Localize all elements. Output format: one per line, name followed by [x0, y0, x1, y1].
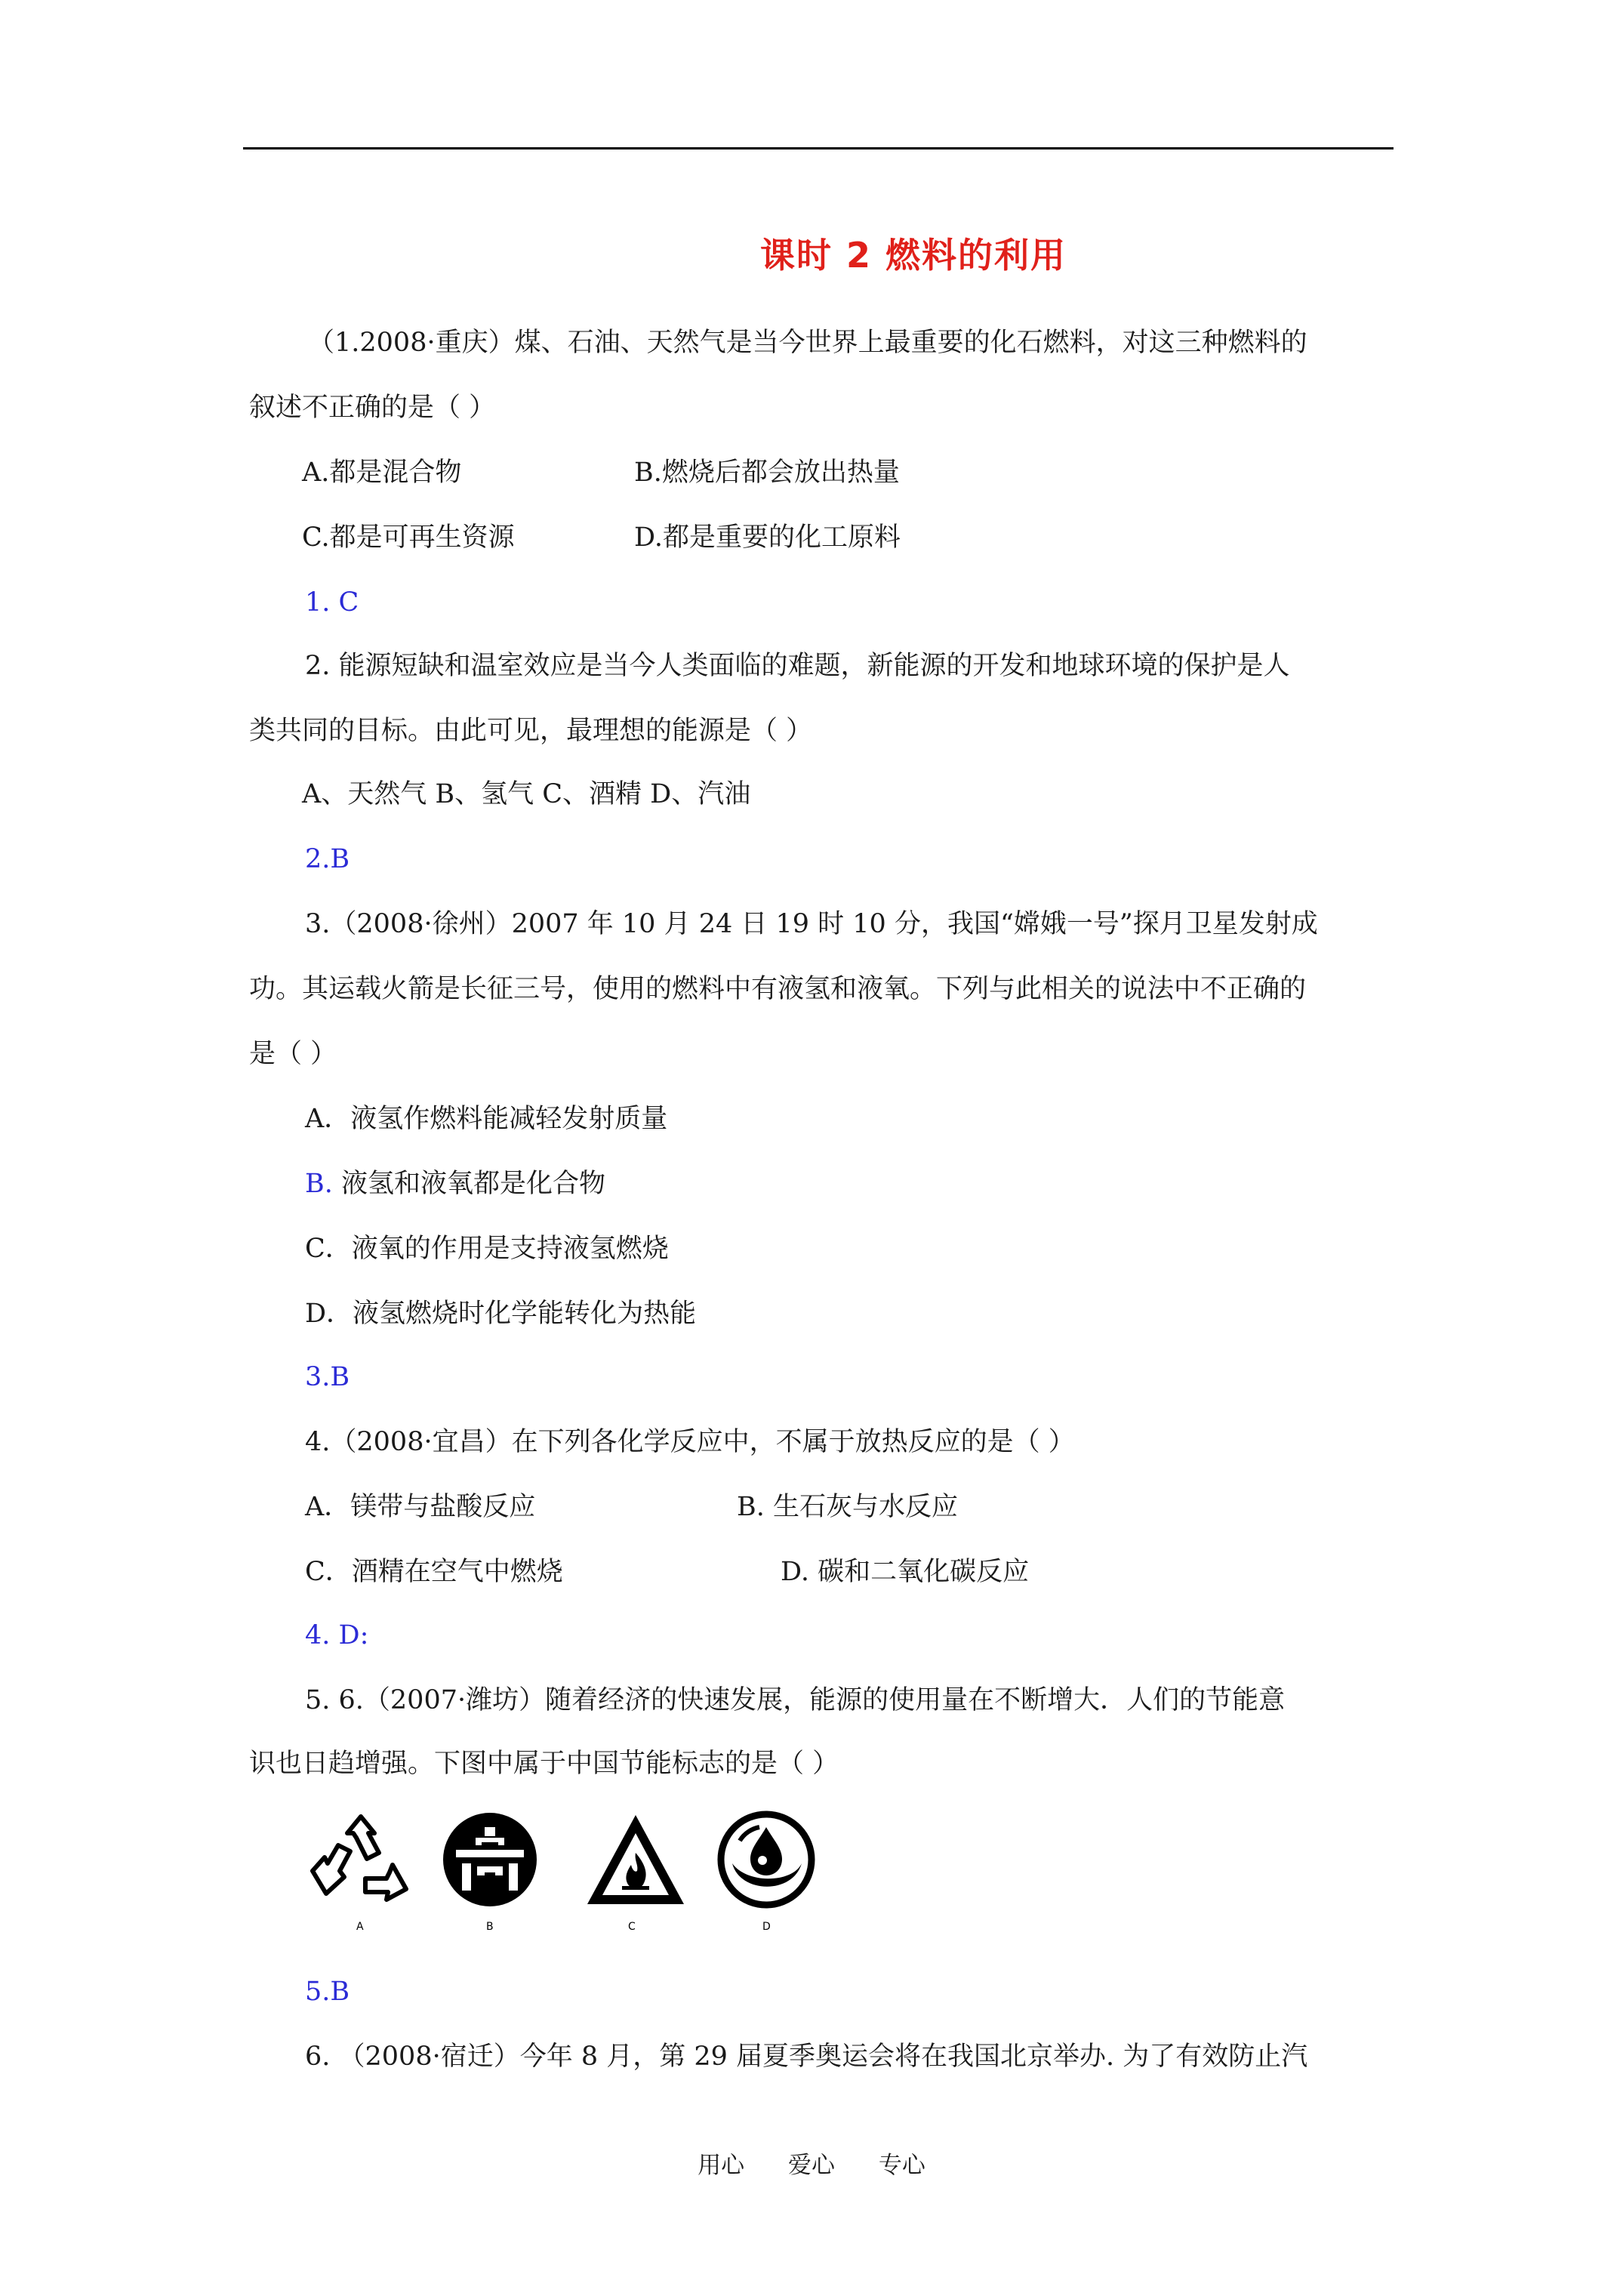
q1-option-a: A.都是混合物 [302, 458, 462, 488]
water-saving-icon [717, 1811, 815, 1909]
flammable-warning-icon [584, 1811, 687, 1909]
q2-stem-line2: 类共同的目标。由此可见，最理想的能源是（ ） [249, 716, 813, 746]
recycle-icon [308, 1811, 414, 1916]
page-title: 课时 2 燃料的利用 [759, 235, 1067, 276]
q5-answer: 5.B [305, 1977, 350, 2007]
figure-caption-d: D [762, 1921, 771, 1933]
q6-stem-line1: 6. （2008·宿迁）今年 8 月，第 29 届夏季奥运会将在我国北京举办. 为了有效防止汽 [305, 2042, 1308, 2072]
footer-item: 专心 [878, 2152, 925, 2179]
q3-option-b-letter: B. [305, 1169, 333, 1199]
footer-item: 用心 [698, 2152, 745, 2179]
q2-answer: 2.B [305, 844, 350, 874]
figure-caption-c: C [628, 1921, 636, 1933]
energy-logo-figure [308, 1811, 821, 1946]
q1-stem-line1: （1.2008·重庆）煤、石油、天然气是当今世界上最重要的化石燃料，对这三种燃料的 [308, 328, 1307, 358]
figure-caption-b: B [486, 1921, 494, 1933]
q4-option-b: B. 生石灰与水反应 [737, 1492, 958, 1522]
header-rule [243, 147, 1394, 149]
q1-answer: 1. C [305, 587, 359, 618]
footer-item: 爱心 [788, 2152, 835, 2179]
energy-saving-mark-icon [441, 1811, 539, 1909]
q1-stem-line2: 叙述不正确的是（ ） [249, 393, 496, 423]
q4-stem-line1: 4.（2008·宜昌）在下列各化学反应中，不属于放热反应的是（ ） [305, 1427, 1075, 1457]
q1-option-c: C.都是可再生资源 [302, 522, 515, 553]
q3-stem-line2: 功。其运载火箭是长征三号，使用的燃料中有液氢和液氧。下列与此相关的说法中不正确的 [249, 974, 1307, 1004]
q3-option-c: C．液氧的作用是支持液氢燃烧 [305, 1234, 669, 1264]
q5-stem-line2: 识也日趋增强。下图中属于中国节能标志的是（ ） [249, 1749, 839, 1779]
q3-option-b [305, 1167, 605, 1200]
q4-option-c: C．酒精在空气中燃烧 [305, 1557, 563, 1587]
q4-answer: 4. D: [305, 1620, 369, 1650]
q3-option-b-text: 液氢和液氧都是化合物 [332, 1169, 605, 1199]
q3-stem-line1: 3.（2008·徐州）2007 年 10 月 24 日 19 时 10 分，我国“嫦娥一号”探月卫星发射成 [305, 909, 1318, 939]
q4-option-a: A．镁带与盐酸反应 [305, 1492, 536, 1522]
figure-caption-a: A [356, 1921, 364, 1933]
q3-option-d: D．液氢燃烧时化学能转化为热能 [305, 1299, 697, 1329]
q1-option-d: D.都是重要的化工原料 [634, 522, 901, 553]
q1-option-b: B.燃烧后都会放出热量 [634, 458, 900, 488]
page-footer [0, 2146, 1623, 2180]
q3-option-a: A．液氢作燃料能减轻发射质量 [305, 1104, 668, 1134]
q4-option-d: D. 碳和二氧化碳反应 [781, 1557, 1030, 1587]
q5-stem-line1: 5. 6.（2007·潍坊）随着经济的快速发展，能源的使用量在不断增大．人们的节能意 [305, 1685, 1286, 1715]
q2-stem-line1: 2. 能源短缺和温室效应是当今人类面临的难题，新能源的开发和地球环境的保护是人 [305, 651, 1290, 681]
q2-options: A、天然气 B、氢气 C、酒精 D、汽油 [302, 779, 751, 809]
q3-answer: 3.B [305, 1362, 350, 1392]
q3-stem-line3: 是（ ） [249, 1039, 337, 1069]
